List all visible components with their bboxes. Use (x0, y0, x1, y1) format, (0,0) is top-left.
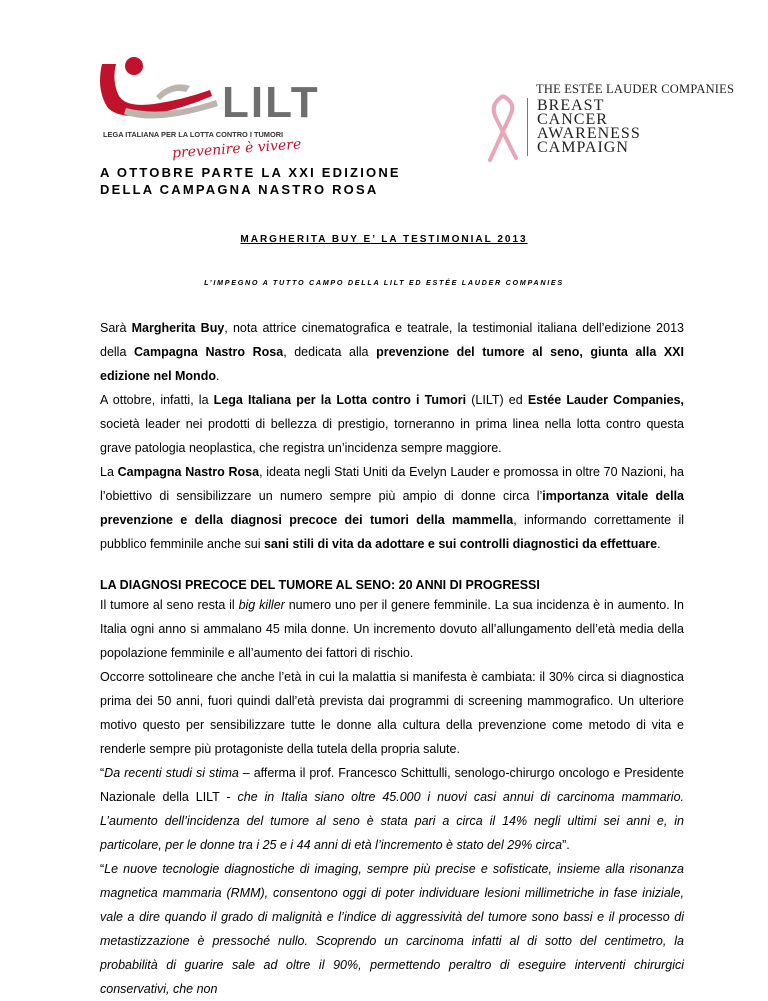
paragraph-7-quote (100, 857, 684, 1001)
p6-italic: che in Italia siano oltre 45.000 i nuovi casi annui di carcinoma mammario. L’aumento dell’incidenza del tumore al seno è stata pari a circa il 14% negli ultimi sei anni e, in particolare, per le donne tra i 25 e i 44 anni di età l’incremento è stato del 29% circa (100, 790, 684, 852)
p6-text: “ (100, 766, 105, 780)
p2-bold-estee: Estée Lauder Companies, (527, 393, 684, 407)
logo-line-awareness: AWARENESS (537, 125, 641, 142)
p4-text: Il tumore al seno resta il (100, 598, 239, 612)
p3-bold-campaign: Campagna Nastro Rosa (117, 465, 260, 479)
p3-text: , ideata negli Stati Uniti da Evelyn Lauder e promossa in oltre 70 Nazioni, ha l’obiettivo di sensibilizzare un numero sempre più ampio di donne circa l’ (100, 465, 684, 503)
lilt-figure-icon (94, 56, 224, 128)
p1-bold-name: Margherita Buy (131, 321, 225, 335)
p2-text: società leader nei prodotti di bellezza di prestigio, torneranno in prima linea nella lotta contro questa grave patologia neoplastica, che registra un’incidenza sempre maggiore. (100, 417, 684, 455)
paragraph-5: Occorre sottolineare che anche l’età in cui la malattia si manifesta è cambiata: il 30% circa si diagnostica prima dei 50 anni, fuori quindi dall’età prevista dai programmi di screening mammografico. Un ulteriore motivo questo per sensibilizzare tutte le donne alla cultura della prevenzione come metodo di vita e renderle sempre più protagoniste della tutela della propria salute. (100, 670, 684, 756)
paragraph-4 (100, 593, 684, 665)
paragraph-1 (100, 316, 684, 388)
p2-bold-lilt: Lega Italiana per la Lotta contro i Tumori (213, 393, 467, 407)
logo-line-campaign: CAMPAIGN (537, 139, 629, 156)
p6-italic: Da recenti studi si stima (104, 766, 239, 780)
p3-bold-importance: importanza vitale della prevenzione e della diagnosi precoce dei tumori della mammella (100, 489, 685, 527)
p3-text: La (100, 465, 118, 479)
p1-bold-prevention: prevenzione del tumore al seno, giunta alla XXI edizione nel Mondo (100, 345, 684, 383)
p4-italic-big-killer: big killer (238, 598, 285, 612)
p1-bold-campaign: Campagna Nastro Rosa (133, 345, 284, 359)
section-title: LA DIAGNOSI PRECOCE DEL TUMORE AL SENO: 20 ANNI DI PROGRESSI (100, 578, 540, 592)
p6-text: ”. (562, 838, 570, 852)
p1-text: Sarà (100, 321, 132, 335)
lilt-wordmark: LILT (222, 78, 320, 127)
estee-lauder-logo (482, 82, 735, 162)
p2-text: A ottobre, infatti, la (100, 393, 214, 407)
p7-italic: Le nuove tecnologie diagnostiche di imaging, sempre più precise e sofisticate, insieme alla risonanza magnetica mammaria (RMM), consentono oggi di poter individuare lesioni millimetriche in fase iniziale, vale a dire quando il grado di malignità e l’indice di aggressività del tumore sono bassi e il processo di metastizzazione è pressoché nullo. Scoprendo un carcinoma infatti al di sotto del centimetro, la probabilità di guarire sale ad oltre il 90%, permettendo peraltro di eseguire interventi chirurgici conservativi, che non (100, 862, 684, 996)
p1-text: , dedicata alla (283, 345, 377, 359)
lilt-logo (94, 56, 320, 162)
paragraph-6-quote (100, 761, 684, 857)
subheadline: MARGHERITA BUY E’ LA TESTIMONIAL 2013 (240, 234, 528, 245)
logo-line-breast: BREAST (537, 97, 605, 114)
lilt-subtitle: LEGA ITALIANA PER LA LOTTA CONTRO I TUMORI (103, 130, 284, 139)
estee-lauder-company: THE ESTĒE LAUDER COMPANIES (536, 82, 735, 96)
p3-text: , informando correttamente il pubblico femminile anche sui (100, 513, 684, 551)
p2-text: (LILT) ed (466, 393, 528, 407)
p7-text: “ (100, 862, 105, 876)
p4-text: numero uno per il genere femminile. La sua incidenza è in aumento. In Italia ogni anno si ammalano 45 mila donne. Un incremento dovuto all’allungamento dell’età media della popolazione femminile e all’aumento dei fattori di rischio. (100, 598, 684, 660)
headline-line-2: DELLA CAMPAGNA NASTRO ROSA (100, 182, 379, 197)
headline-line-1: A OTTOBRE PARTE LA XXI EDIZIONE (100, 165, 401, 180)
p1-text: , nota attrice cinematografica e teatrale, la testimonial italiana dell’edizione 2013 della (100, 321, 684, 359)
p3-bold-lifestyle: sani stili di vita da adottare e sui controlli diagnostici da effettuare (263, 537, 658, 551)
pink-ribbon-icon (482, 94, 522, 164)
p1-text: . (215, 369, 220, 383)
p6-text: – afferma il prof. Francesco Schittulli, senologo-chirurgo oncologo e Presidente Nazionale della LILT - (100, 766, 684, 804)
p3-text: . (657, 537, 661, 551)
paragraph-3 (100, 460, 684, 556)
logo-divider (527, 98, 528, 156)
logo-line-cancer: CANCER (537, 111, 608, 128)
lilt-tagline: prevenire è vivere (171, 136, 302, 162)
paragraph-2 (100, 388, 684, 460)
kicker: L’IMPEGNO A TUTTO CAMPO DELLA LILT ED ESTÉE LAUDER COMPANIES (204, 278, 564, 287)
